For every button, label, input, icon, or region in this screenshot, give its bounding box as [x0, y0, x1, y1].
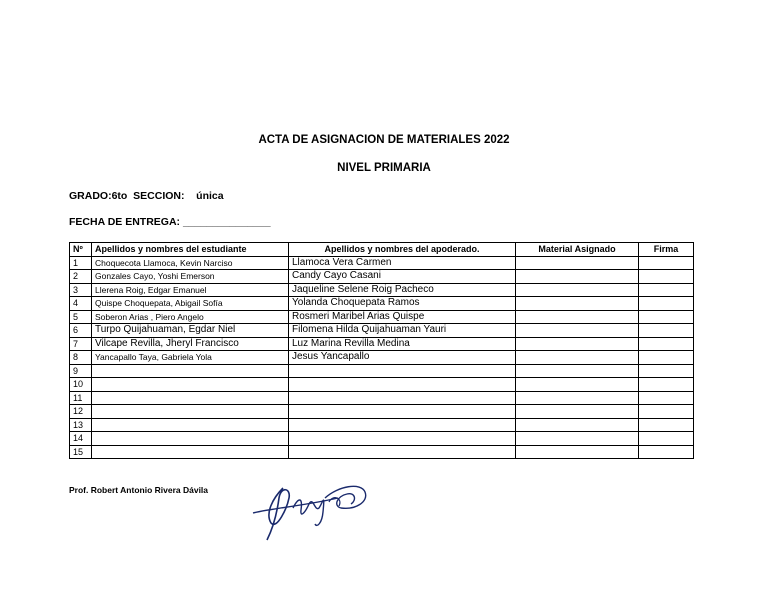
- signature-cell: [639, 297, 694, 311]
- student-name: Yancapallo Taya, Gabriela Yola: [92, 351, 289, 365]
- professor-name: Prof. Robert Antonio Rivera Dávila: [69, 485, 209, 495]
- material-cell: [516, 297, 639, 311]
- guardian-name: [289, 445, 516, 459]
- guardian-name: [289, 391, 516, 405]
- student-name: Quispe Choquepata, Abigail Sofía: [92, 297, 289, 311]
- handwritten-signature: [243, 468, 373, 548]
- row-number: 7: [70, 337, 92, 351]
- table-row: [70, 283, 694, 297]
- material-cell: [516, 405, 639, 419]
- column-header-material: Material Asignado: [516, 243, 639, 257]
- row-number: 14: [70, 432, 92, 446]
- student-name: [92, 432, 289, 446]
- material-cell: [516, 418, 639, 432]
- row-number: 10: [70, 378, 92, 392]
- student-name: [92, 364, 289, 378]
- signature-cell: [639, 351, 694, 365]
- row-number: 15: [70, 445, 92, 459]
- column-header-signature: Firma: [639, 243, 694, 257]
- material-cell: [516, 391, 639, 405]
- guardian-name: Jaqueline Selene Roig Pacheco: [289, 283, 516, 297]
- row-number: 3: [70, 283, 92, 297]
- table-row: [70, 445, 694, 459]
- column-header-number: Nº: [70, 243, 92, 257]
- row-number: 12: [70, 405, 92, 419]
- signature-cell: [639, 283, 694, 297]
- material-cell: [516, 378, 639, 392]
- material-cell: [516, 283, 639, 297]
- guardian-name: Yolanda Choquepata Ramos: [289, 297, 516, 311]
- student-name: Turpo Quijahuaman, Egdar Niel: [92, 324, 289, 338]
- table-row: [70, 432, 694, 446]
- table-row: [70, 405, 694, 419]
- grade-section-line: GRADO:6to SECCION: única: [69, 190, 224, 202]
- table-row: [70, 310, 694, 324]
- row-number: 2: [70, 270, 92, 284]
- table-row: [70, 324, 694, 338]
- signature-cell: [639, 391, 694, 405]
- student-name: [92, 418, 289, 432]
- signature-cell: [639, 324, 694, 338]
- table-row: [70, 297, 694, 311]
- delivery-date-line: FECHA DE ENTREGA: _______________: [69, 216, 271, 228]
- student-name: Llerena Roig, Edgar Emanuel: [92, 283, 289, 297]
- material-cell: [516, 337, 639, 351]
- student-name: [92, 445, 289, 459]
- guardian-name: Llamoca Vera Carmen: [289, 256, 516, 270]
- signature-cell: [639, 445, 694, 459]
- row-number: 6: [70, 324, 92, 338]
- signature-cell: [639, 337, 694, 351]
- student-name: Vilcape Revilla, Jheryl Francisco: [92, 337, 289, 351]
- table-row: [70, 256, 694, 270]
- material-cell: [516, 445, 639, 459]
- guardian-name: Rosmeri Maribel Arias Quispe: [289, 310, 516, 324]
- material-cell: [516, 432, 639, 446]
- student-name: [92, 378, 289, 392]
- document-title: ACTA DE ASIGNACION DE MATERIALES 2022: [258, 134, 510, 146]
- row-number: 9: [70, 364, 92, 378]
- material-cell: [516, 364, 639, 378]
- row-number: 11: [70, 391, 92, 405]
- guardian-name: Luz Marina Revilla Medina: [289, 337, 516, 351]
- level-title: NIVEL PRIMARIA: [337, 162, 431, 174]
- signature-cell: [639, 405, 694, 419]
- table-header-row: [70, 243, 694, 257]
- table-row: [70, 337, 694, 351]
- table-row: [70, 391, 694, 405]
- table-row: [70, 351, 694, 365]
- material-cell: [516, 256, 639, 270]
- guardian-name: Filomena Hilda Quijahuaman Yauri: [289, 324, 516, 338]
- guardian-name: [289, 378, 516, 392]
- guardian-name: [289, 405, 516, 419]
- guardian-name: [289, 364, 516, 378]
- table-row: [70, 270, 694, 284]
- table-row: [70, 364, 694, 378]
- signature-cell: [639, 256, 694, 270]
- student-name: Choquecota Llamoca, Kevin Narciso: [92, 256, 289, 270]
- guardian-name: [289, 418, 516, 432]
- signature-cell: [639, 432, 694, 446]
- row-number: 8: [70, 351, 92, 365]
- column-header-student: Apellidos y nombres del estudiante: [92, 243, 289, 257]
- table-row: [70, 378, 694, 392]
- signature-cell: [639, 310, 694, 324]
- row-number: 13: [70, 418, 92, 432]
- signature-cell: [639, 364, 694, 378]
- guardian-name: Candy Cayo Casani: [289, 270, 516, 284]
- material-cell: [516, 324, 639, 338]
- signature-cell: [639, 270, 694, 284]
- row-number: 1: [70, 256, 92, 270]
- material-cell: [516, 270, 639, 284]
- row-number: 4: [70, 297, 92, 311]
- signature-cell: [639, 378, 694, 392]
- guardian-name: [289, 432, 516, 446]
- material-cell: [516, 351, 639, 365]
- student-name: [92, 391, 289, 405]
- table-row: [70, 418, 694, 432]
- materials-table: [69, 242, 694, 459]
- column-header-guardian: Apellidos y nombres del apoderado.: [289, 243, 516, 257]
- row-number: 5: [70, 310, 92, 324]
- signature-cell: [639, 418, 694, 432]
- student-name: Gonzales Cayo, Yoshi Emerson: [92, 270, 289, 284]
- student-name: [92, 405, 289, 419]
- student-name: Soberon Arias , Piero Angelo: [92, 310, 289, 324]
- guardian-name: Jesus Yancapallo: [289, 351, 516, 365]
- material-cell: [516, 310, 639, 324]
